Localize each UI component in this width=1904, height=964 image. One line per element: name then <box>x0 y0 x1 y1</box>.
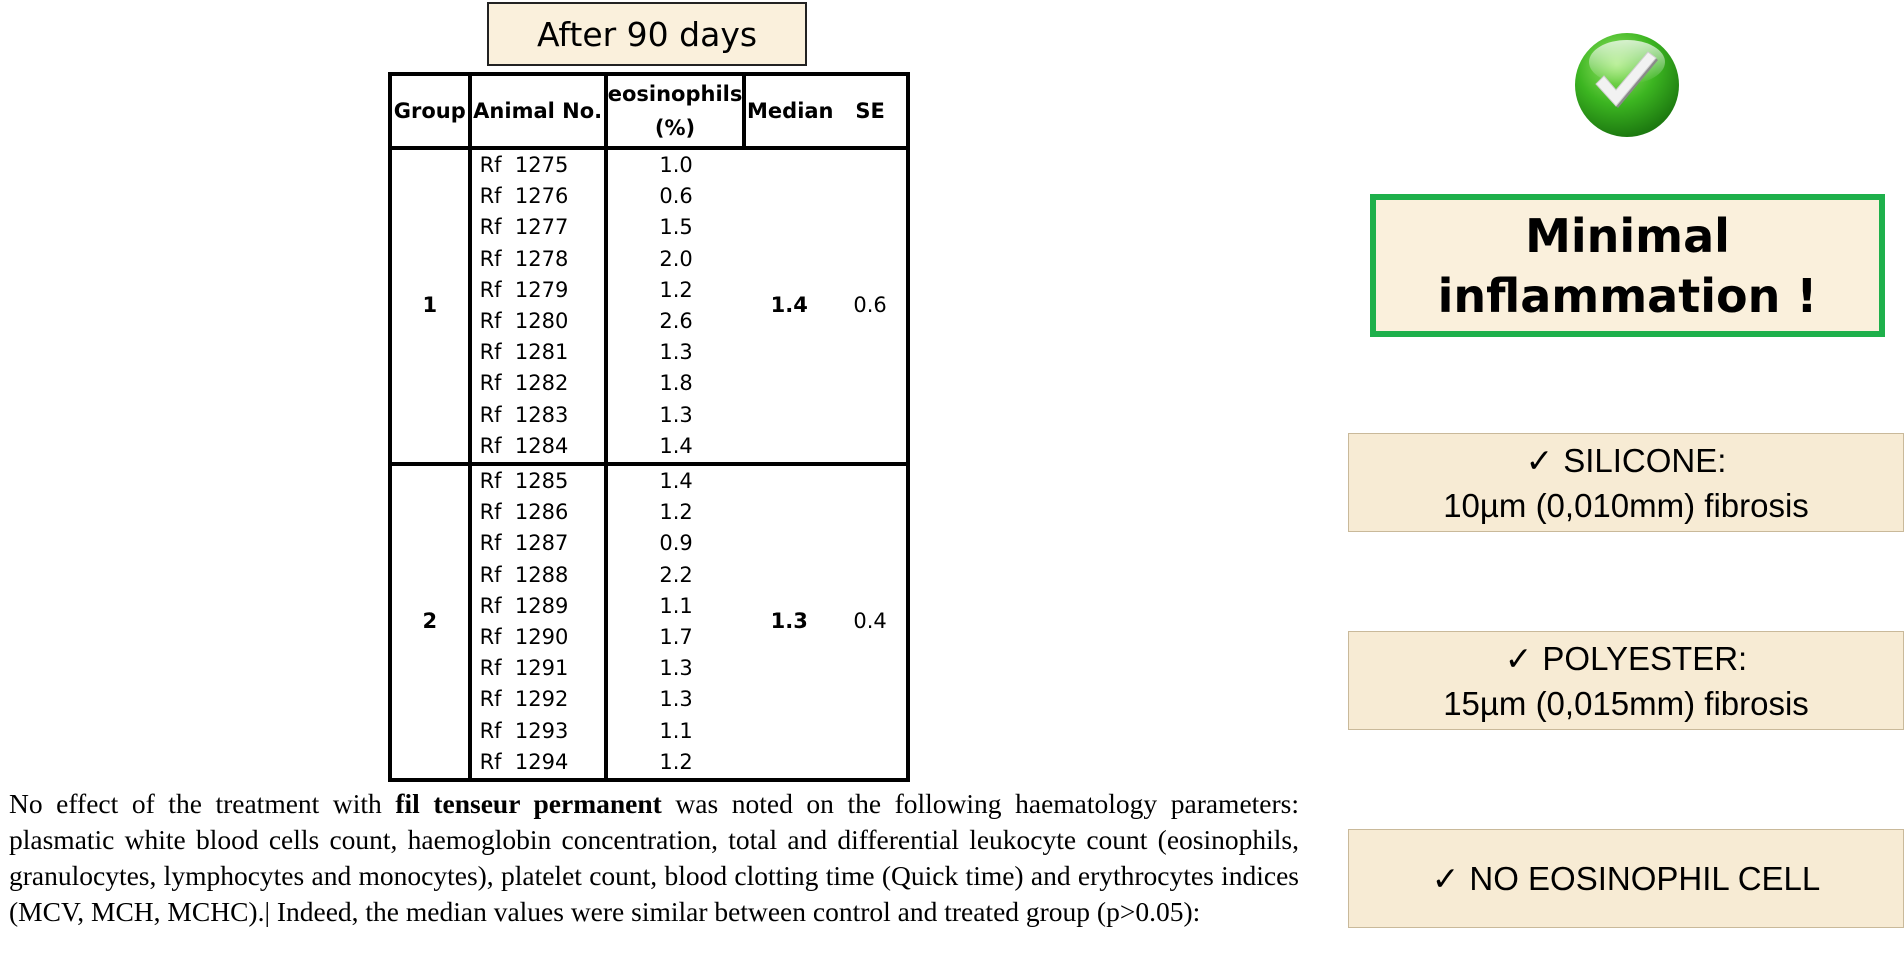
cell-animal-no: Rf 1281 <box>470 337 606 368</box>
cell-eosinophils: 1.4 <box>659 469 693 494</box>
note-polyester <box>1348 631 1904 730</box>
cell-eosinophils: 1.3 <box>659 687 693 712</box>
cell-animal-no: Rf 1293 <box>470 716 606 747</box>
paragraph-text-before: No effect of the treatment with <box>9 788 396 819</box>
cell-median: 1.3 <box>770 609 808 634</box>
eosinophil-table <box>388 72 910 782</box>
note-silicone-detail: 10µm (0,010mm) fibrosis <box>1443 486 1809 524</box>
note-no-eosinophil <box>1348 829 1904 928</box>
header-animal: Animal No. <box>470 74 606 148</box>
cell-group: 2 <box>390 464 470 780</box>
cell-se: 0.6 <box>853 293 887 318</box>
cell-eosinophils: 0.6 <box>659 184 693 209</box>
cell-animal-no: Rf 1287 <box>470 528 606 559</box>
cell-eosinophils: 2.2 <box>659 562 693 587</box>
table-title: After 90 days <box>487 2 807 66</box>
note-silicone <box>1348 433 1904 532</box>
check-mark-icon: ✓ <box>1525 441 1554 479</box>
table-row <box>390 464 908 497</box>
header-group: Group <box>390 74 470 148</box>
header-se: SE <box>834 74 908 148</box>
cell-eosinophils: 1.4 <box>659 433 693 458</box>
cell-eosinophils: 1.1 <box>659 718 693 743</box>
header-eosinophils-line2: (%) <box>654 116 696 140</box>
cell-animal-no: Rf 1277 <box>470 212 606 243</box>
cell-animal-no: Rf 1285 <box>470 464 606 497</box>
note-silicone-title: SILICONE: <box>1563 441 1727 479</box>
cell-animal-no: Rf 1280 <box>470 306 606 337</box>
cell-eosinophils: 0.9 <box>659 531 693 556</box>
cell-eosinophils: 1.2 <box>659 500 693 525</box>
green-checkmark-icon <box>1574 32 1680 138</box>
cell-eosinophils: 2.6 <box>659 309 693 334</box>
cell-animal-no: Rf 1289 <box>470 591 606 622</box>
cell-animal-no: Rf 1275 <box>470 148 606 181</box>
note-polyester-detail: 15µm (0,015mm) fibrosis <box>1443 684 1809 722</box>
minimal-line2: inflammation ! <box>1437 268 1818 323</box>
cell-eosinophils: 1.3 <box>659 340 693 365</box>
cell-median: 1.4 <box>770 293 808 318</box>
haematology-paragraph <box>9 786 1299 930</box>
cell-animal-no: Rf 1278 <box>470 244 606 275</box>
cell-se: 0.4 <box>853 609 887 634</box>
cell-animal-no: Rf 1283 <box>470 400 606 431</box>
cell-eosinophils: 1.0 <box>659 153 693 177</box>
cell-animal-no: Rf 1291 <box>470 653 606 684</box>
cell-animal-no: Rf 1284 <box>470 431 606 464</box>
check-mark-icon: ✓ <box>1504 639 1533 677</box>
minimal-inflammation-box <box>1370 194 1885 337</box>
cell-animal-no: Rf 1276 <box>470 181 606 212</box>
cell-eosinophils: 1.2 <box>659 749 693 774</box>
paragraph-text-after: was noted on the following haematology parameters: plasmatic white blood cells count, haemoglobin concentration, total and differential leukocyte count (eosinophils, granulocytes, lymphocytes and monocytes), platelet count, blood clotting time (Quick time) and erythrocytes indices (MCV, MCH, MCHC).| Indeed, the median values were similar between control and treated group (p>0.05): <box>9 788 1299 927</box>
cell-eosinophils: 1.2 <box>659 277 693 302</box>
note-polyester-title: POLYESTER: <box>1542 639 1748 677</box>
cell-animal-no: Rf 1290 <box>470 622 606 653</box>
cell-eosinophils: 2.0 <box>659 246 693 271</box>
note-no-eosinophil-title: NO EOSINOPHIL CELL <box>1469 860 1821 897</box>
cell-animal-no: Rf 1286 <box>470 497 606 528</box>
table-group-2 <box>390 464 908 780</box>
cell-eosinophils: 1.5 <box>659 215 693 240</box>
cell-eosinophils: 1.3 <box>659 656 693 681</box>
cell-eosinophils: 1.1 <box>659 593 693 618</box>
header-eosinophils-line1: eosinophils <box>607 82 743 106</box>
table-group-1 <box>390 148 908 464</box>
cell-animal-no: Rf 1292 <box>470 684 606 715</box>
minimal-line1: Minimal <box>1525 208 1730 263</box>
header-eosinophils <box>606 74 745 148</box>
paragraph-bold-product: fil tenseur permanent <box>395 788 662 819</box>
cell-group: 1 <box>390 148 470 464</box>
cell-eosinophils: 1.8 <box>659 371 693 396</box>
cell-animal-no: Rf 1282 <box>470 368 606 399</box>
cell-animal-no: Rf 1279 <box>470 275 606 306</box>
table-header-row <box>390 74 908 148</box>
cell-animal-no: Rf 1294 <box>470 747 606 780</box>
cell-eosinophils: 1.7 <box>659 625 693 650</box>
header-median: Median <box>744 74 834 148</box>
check-mark-icon: ✓ <box>1431 860 1460 897</box>
cell-animal-no: Rf 1288 <box>470 560 606 591</box>
table-row <box>390 148 908 181</box>
cell-eosinophils: 1.3 <box>659 402 693 427</box>
